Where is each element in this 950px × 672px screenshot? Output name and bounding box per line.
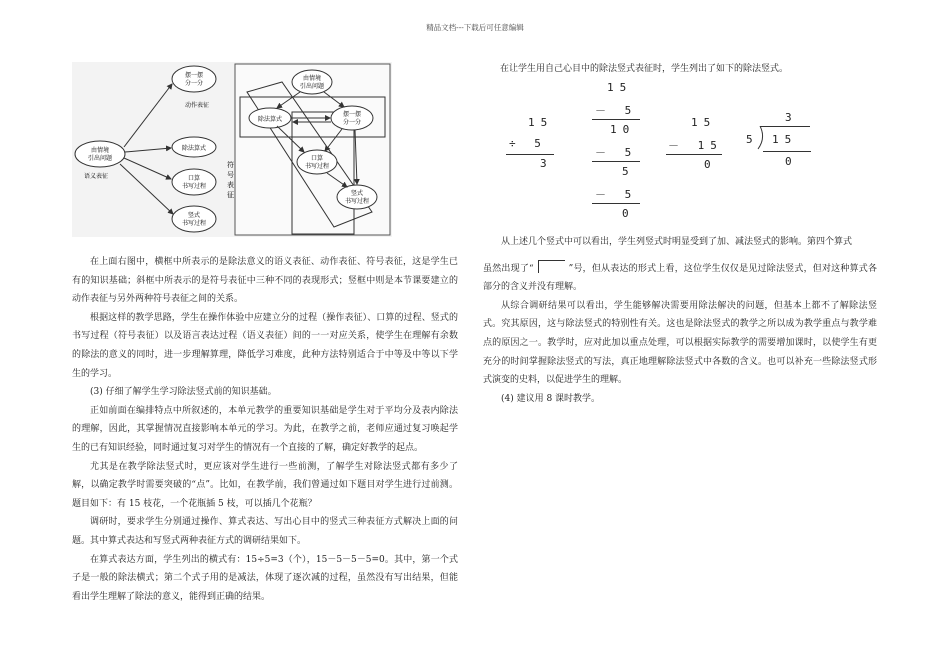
symbol-label-4: 征 xyxy=(227,191,234,199)
right-intro: 在让学生用自己心目中的除法竖式表征时，学生列出了如下的除法竖式。 xyxy=(500,64,789,74)
left-paragraph-4: 正如前面在编排特点中所叙述的，本单元教学的重要知识基础是学生对于平均分及表内除法的理解，因此，其掌握情况直接影响本单元的学习。为此，在教学之前，老师应通过复习唤起学生的已有知识经验，同时通过复习对学生的情况有一个直接的了解，确定好教学的起点。 xyxy=(72,405,458,453)
right-vert-1: 竖式 xyxy=(350,190,364,197)
calc-b-line7: 0 xyxy=(622,207,635,220)
calc-a-rule xyxy=(506,154,554,155)
calc-b-line1: 15 xyxy=(607,81,633,94)
calc-c-line2: － 15 xyxy=(668,139,723,152)
symbol-label-2: 号 xyxy=(227,171,234,179)
left-paragraph-1: 在上面右图中，横框中所表示的是除法意义的语义表征、动作表征、符号表征，这是学生已有的知识基础；斜框中所表示的是符号表征中三种不同的表现形式；竖框中则是本节课要建立的动作表征与另外两种符号表征之间的关系。 xyxy=(72,257,458,305)
calc-d-dividend: 15 xyxy=(772,133,798,146)
page-header: 精品文档---下载后可任意编辑 xyxy=(426,23,524,32)
calc-b-line4: － 5 xyxy=(595,146,638,159)
calc-a-line1: 15 xyxy=(528,116,554,129)
right-act-1: 摆一摆 xyxy=(342,111,362,118)
left-n3-2: 书写过程 xyxy=(181,220,207,227)
right-vert-2: 书写过程 xyxy=(344,198,370,205)
calc-d-remainder: 0 xyxy=(785,155,798,168)
right-calc: 除法算式 xyxy=(257,116,283,123)
right-p2-end: ”号，但从表达的形式上看，这位学生仅仅是见过除法竖式，但对这种算式各部分的含义并没有理解。 xyxy=(483,263,878,293)
action-label: 动作表征 xyxy=(184,102,210,109)
calc-b-line6: － 5 xyxy=(595,188,638,201)
left-paragraph-7: 在算式表达方面，学生列出的横式有：15÷5=3（个），15－5－5－5=0。其中，第一个式子是一般的除法横式；第二个式子用的是减法，体现了逐次减的过程，虽然没有写出结果，但能看出学生理解了除法的意义，能得到正确的结果。 xyxy=(72,554,458,602)
left-column xyxy=(72,253,458,606)
right-start-2: 引出问题 xyxy=(299,83,325,90)
right-oral-2: 书写过程 xyxy=(304,163,330,170)
division-bracket-icon xyxy=(538,260,565,273)
calc-d-rule xyxy=(763,151,811,152)
representation-diagram xyxy=(72,62,392,237)
calc-b-line3: 10 xyxy=(610,123,636,136)
left-start-2: 引出问题 xyxy=(87,155,113,162)
calc-d-top-rule xyxy=(760,126,810,127)
calc-c-line3: 0 xyxy=(704,158,717,171)
right-paragraph-lessons: (4) 建议用 8 课时教学。 xyxy=(501,393,601,404)
calc-d-quotient: 3 xyxy=(785,111,798,124)
left-n3-1: 竖式 xyxy=(187,212,201,219)
right-start-1: 由情境 xyxy=(302,75,322,82)
calc-b-rule2 xyxy=(592,161,640,162)
calc-d-divisor: 5 xyxy=(746,133,759,146)
action-1: 摆一摆 xyxy=(184,72,204,79)
verbal-label: 语义表征 xyxy=(83,173,109,180)
right-p2-start: 虽然出现了“ xyxy=(483,263,534,274)
calc-c-rule xyxy=(666,154,722,155)
right-paragraph-observation: 从上述几个竖式中可以看出，学生列竖式时明显受到了加、减法竖式的影响。第四个算式 xyxy=(501,237,853,247)
right-act-2: 分一分 xyxy=(342,119,362,126)
right-paragraph-summary: 从综合调研结果可以看出，学生能够解决需要用除法解决的问题，但基本上都不了解除法竖式。究其原因，这与除法竖式的特别性有关。这也是除法竖式的教学之所以成为教学重点与教学难点的原因之一。教学时，应对此加以重点处理，可以根据实际教学的需要增加课时，以使学生有更充分的时间掌握除法竖式的写法，真正地理解除法竖式中各数的含义。也可以补充一些除法竖式形式演变的史料，以促进学生的理解。 xyxy=(483,300,877,386)
left-n1: 除法算式 xyxy=(181,145,207,152)
symbol-label-1: 符 xyxy=(227,161,234,169)
calc-b-rule1 xyxy=(592,119,640,120)
left-paragraph-5: 尤其是在教学除法竖式时，更应该对学生进行一些前测，了解学生对除法竖式都有多少了解，以确定教学时需要突破的“点”。比如，在教学前，我们曾通过如下题目对学生进行过前测。题目如下：有 15 枝花，一个花瓶插 5 枝，可以插几个花瓶？ xyxy=(72,461,458,509)
left-paragraph-3: (3) 仔细了解学生学习除法竖式前的知识基础。 xyxy=(90,387,277,398)
left-n2-1: 口算 xyxy=(187,175,201,182)
action-2: 分一分 xyxy=(184,80,204,87)
left-start-1: 由情境 xyxy=(90,147,110,154)
left-n2-2: 书写过程 xyxy=(181,183,207,190)
calc-d-bracket xyxy=(756,126,766,150)
right-paragraph-symbol xyxy=(483,260,877,297)
calc-b-rule3 xyxy=(592,203,640,204)
right-column xyxy=(483,233,877,408)
symbol-label-3: 表 xyxy=(227,181,234,189)
right-oral-1: 口算 xyxy=(310,155,324,162)
right-concept-map xyxy=(235,64,390,235)
calc-a-line3: 3 xyxy=(540,157,553,170)
calc-c-line1: 15 xyxy=(691,116,717,129)
left-paragraph-6: 调研时，要求学生分别通过操作、算式表达、写出心目中的竖式三种表征方式解决上面的问题。其中算式表达和写竖式两种表征方式的调研结果如下。 xyxy=(72,517,458,546)
calc-a-line2: ÷ 5 xyxy=(509,137,547,150)
left-paragraph-2: 根据这样的教学思路，学生在操作体验中应建立分的过程（操作表征）、口算的过程、竖式的书写过程（符号表征）以及语言表达过程（语义表征）间的一一对应关系，使学生在理解有余数的除法的意义的同时，进一步理解算理，降低学习难度，此种方法特别适合于中等及中等以下学生的学习。 xyxy=(72,312,458,379)
calc-b-line5: 5 xyxy=(622,165,635,178)
calc-b-line2: － 5 xyxy=(595,104,638,117)
